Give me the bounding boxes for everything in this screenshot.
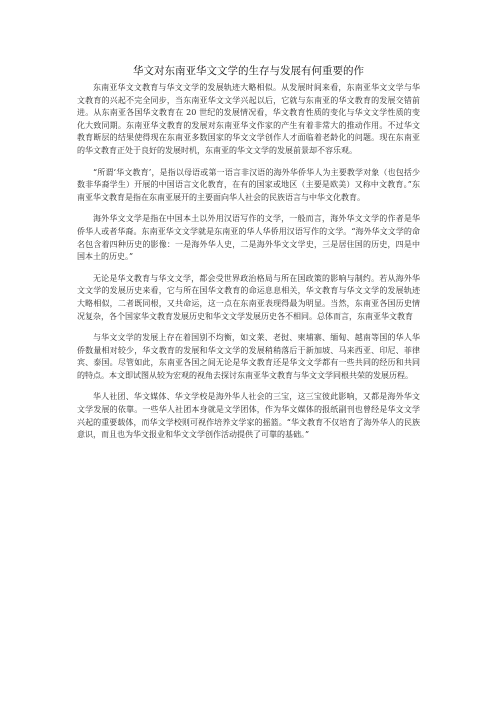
paragraph-1: 东南亚华文文教育与华文文学的发展轨迹大略相似。从发展时间来看，东南亚华文文学与华文教育的兴起不完全同步，当东南亚华文文学兴起以后，它就与东南亚的华文教育的发展交错前进。从东南亚各国华文教育在 20 世纪的发展情况看，华文教育性质的变化与华文文学性质的变化大致同期。东南亚华文教育的发展对东南亚华文作家的产生有着非常大的推动作用。不过华文教育断层的结果使得现在东南亚多数国家的华文文学创作人才面临着老龄化的问题。现在东南亚的华文教育正处于良好的发展时机，东南亚的华文文学的发展前景却不容乐观。 <box>77 83 420 155</box>
document-title: 华文对东南亚华文文学的生存与发展有何重要的作 <box>133 65 364 77</box>
paragraph-6: 华人社团、华文媒体、华文学校是海外华人社会的三宝，这三宝彼此影响，又都是海外华文文学发展的依靠。一些华人社团本身就是文学团体，作为华文媒体的报纸副刊也曾经是华文文学兴起的重要载体，而华文学校则可视作培养文学家的摇篮。“华文教育不仅培育了海外华人的民族意识，而且也为华文报业和华文文学创作活动提供了可靠的基础。” <box>77 392 420 440</box>
paragraph-2: “所谓‘华文教育’，是指以母语或第一语言非汉语的海外华侨华人为主要教学对象（也包括少数非华裔学生）开展的中国语言文化教育，在有的国家或地区（主要是欧美）又称中文教育。”东南亚华文教育是指在东南亚展开的主要面向华人社会的民族语言与中华文化教育。 <box>77 167 420 202</box>
paragraph-4: 无论是华文教育与华文文学，都会受世界政治格局与所在国政策的影响与制约。若从海外华文文学的发展历史来看，它与所在国华文教育的命运息息相关，华文教育与华文文学的发展轨迹大略相似，二者既同根，又共命运，这一点在东南亚表现得最为明显。当然，东南亚各国历史情况复杂，各个国家华文教育发展历史和华文文学发展历史各不相同。总体而言，东南亚华文教育 <box>77 273 420 321</box>
paragraph-3: 海外华文文学是指在中国本土以外用汉语写作的文学，一般而言，海外华文文学的作者是华侨华人或者华裔。东南亚华文文学就是东南亚的华人华侨用汉语写作的文学。“海外华文文学的命名包含着四种历史的影像：一是海外华人史，二是海外华文文学史，三是居住国的历史，四是中国本土的历史。” <box>77 214 420 262</box>
paragraph-5: 与华文文学的发展上存在着国别不均衡，如文莱、老挝、柬埔寨、缅甸、越南等国的华人华侨数量相对较少，华文教育的发展和华文文学的发展稍稍落后于新加坡、马来西亚、印尼、菲律宾、泰国。尽管如此，东南亚各国之间无论是华文教育还是华文文学都有一些共同的经历和共同的特点。本文即试图从较为宏观的视角去探讨东南亚华文教育与华文文学同根共荣的发展历程。 <box>77 333 420 380</box>
document-page <box>77 64 420 451</box>
